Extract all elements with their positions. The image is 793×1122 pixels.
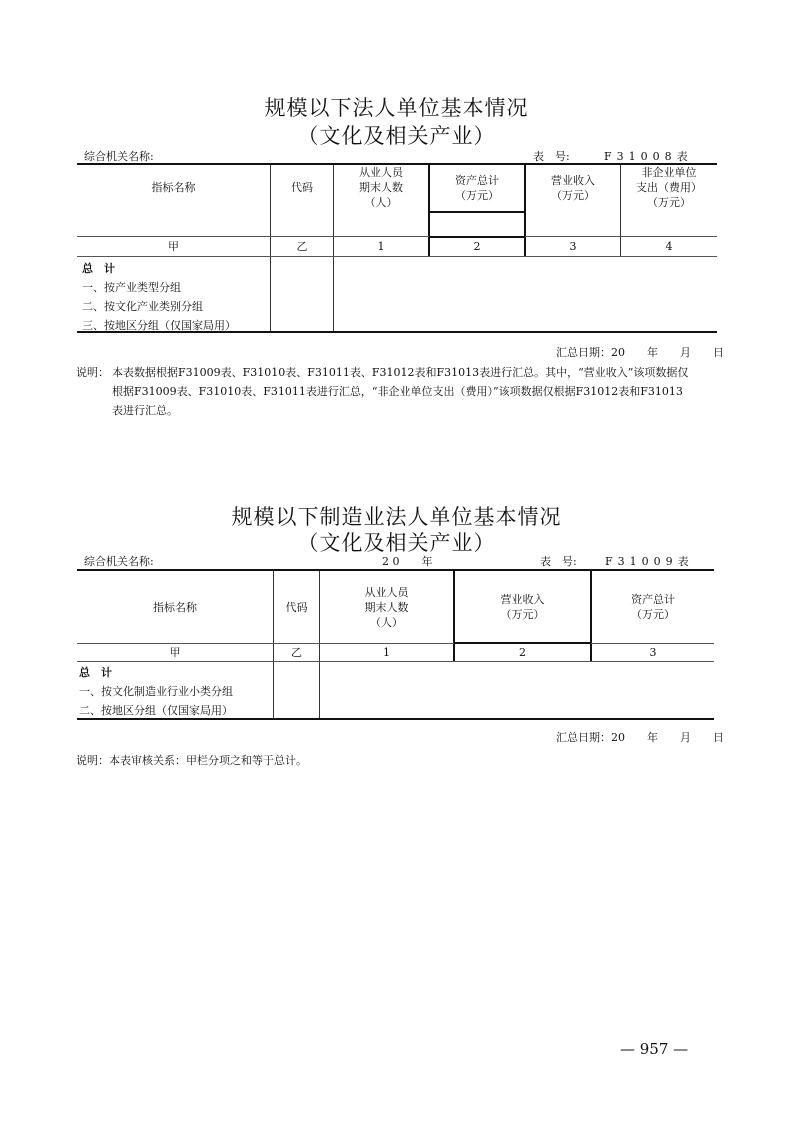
index-cell: 甲 [168,240,179,253]
header-indicator-name: 指标名称 [151,181,196,194]
header-line: 支出（费用） [636,181,702,194]
table2-form-label: 表 号: [540,555,577,568]
divider [429,211,525,213]
header-line: （万元） [631,608,675,621]
table2-title: 规模以下制造业法人单位基本情况 [231,505,562,529]
header-total-assets [592,571,714,643]
header-line: 期末人数 [359,181,403,194]
index-cell: 2 [519,646,526,659]
table2-year-label: 2 0 年 [382,555,433,568]
header-revenue [526,165,620,210]
header-line: 非企业单位 [641,166,697,179]
index-cell: 2 [473,240,481,253]
index-cell: 1 [383,646,390,659]
header-employees [334,165,428,210]
header-line: （万元） [647,196,691,209]
row-by-manufacturing-subclass: 一、按文化制造业行业小类分组 [79,685,233,698]
index-cell: 3 [649,646,657,659]
table1-note-label: 说明： [76,366,109,379]
table1-date-line: 汇总日期：20 年 月 日 [556,346,724,359]
header-line: 资产总计 [455,173,499,187]
header-line: （万元） [500,608,545,621]
table1-subtitle: （文化及相关产业） [297,124,496,148]
header-nonenterprise-expense [621,165,717,210]
table1-title: 规模以下法人单位基本情况 [264,96,529,120]
divider [77,256,717,257]
table1-note [112,363,722,420]
row-total: 总 计 [79,666,112,679]
header-line: 期末人数 [364,600,409,614]
header-code: 代码 [285,600,308,614]
table2-note: 说明：本表审核关系：甲栏分项之和等于总计。 [76,754,307,767]
index-cell: 1 [377,240,385,253]
header-line: （万元） [551,188,595,202]
header-line: 从业人员 [359,166,403,179]
page-number: — 957 — [620,1040,689,1058]
header-line: 营业收入 [500,593,545,606]
header-line: （人） [370,615,403,629]
index-cell: 甲 [169,646,181,659]
table1-org-label: 综合机关名称: [84,150,154,163]
header-line: 资产总计 [631,593,675,606]
header-indicator-name: 指标名称 [153,600,197,614]
header-line: 从业人员 [364,585,409,599]
table2-date-line: 汇总日期：20 年 月 日 [556,731,724,744]
divider [77,661,714,662]
row-total: 总 计 [82,262,115,275]
index-cell: 3 [569,240,577,253]
header-employees [320,571,453,643]
header-line: 营业收入 [551,173,595,187]
table2-subtitle: （文化及相关产业） [297,531,496,555]
note-line: 表进行汇总。 [112,404,178,417]
header-line: （人） [364,196,398,209]
header-line: （万元） [455,188,499,202]
index-cell: 乙 [291,646,302,659]
header-total-assets [430,165,524,210]
index-cell: 4 [665,240,673,253]
table2-bottom-rule [77,718,714,720]
table2-org-label: 综合机关名称: [84,555,154,568]
table1-form-label: 表 号: [533,150,570,163]
row-by-region: 二、按地区分组（仅国家局用） [79,704,233,717]
table2-form-number: F31009表 [605,555,694,568]
note-line: 本表数据根据F31009表、F31010表、F31011表、F31012表和F31013表进行汇总。其中，“营业收入”该项数据仅 [112,366,689,379]
row-by-industry-type: 一、按产业类型分组 [82,281,181,294]
header-code: 代码 [291,181,313,194]
row-by-region: 三、按地区分组（仅国家局用） [82,319,236,332]
note-line: 根据F31009表、F31010表、F31011表进行汇总，“非企业单位支出（费用）”该项数据仅根据F31012表和F31013 [112,385,683,398]
row-by-culture-category: 二、按文化产业类别分组 [82,300,203,313]
table1-form-number: F31008表 [604,150,693,163]
header-revenue [455,571,590,643]
index-cell: 乙 [296,240,308,253]
